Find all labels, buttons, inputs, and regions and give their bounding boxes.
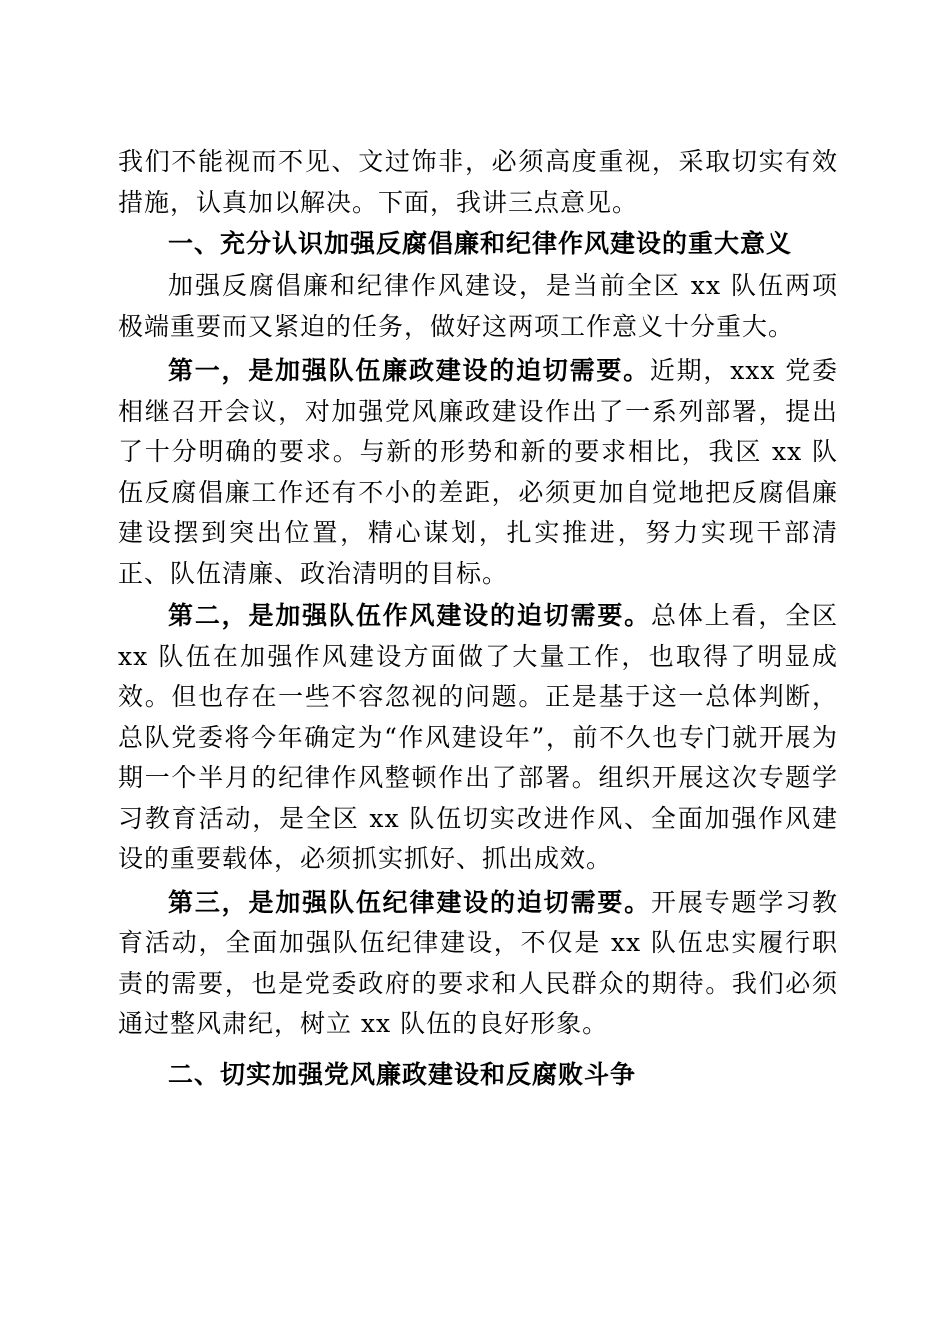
paragraph-point-1 — [118, 351, 838, 594]
section-heading-2: 二、切实加强党风廉政建设和反腐败斗争 — [168, 1059, 637, 1089]
point-3-lead: 第三，是加强队伍纪律建设的迫切需要。 — [168, 887, 651, 917]
point-1-body: 近期，xxx 党委相继召开会议，对加强党风廉政建设作出了一系列部署，提出了十分明确的要求。与新的形势和新的要求相比，我区 xx 队伍反腐倡廉工作还有不小的差距，必须更加自觉地把反腐倡廉建设摆到突出位置，精心谋划，扎实推进，努力实现干部清正、队伍清廉、政治清明的目标。 — [118, 356, 838, 588]
document-body — [118, 142, 838, 1097]
paragraph-continuation: 我们不能视而不见、文过饰非，必须高度重视，采取切实有效措施，认真加以解决。下面，我讲三点意见。 — [118, 147, 838, 217]
paragraph-point-3 — [118, 883, 838, 1045]
point-3-body: 开展专题学习教育活动，全面加强队伍纪律建设，不仅是 xx 队伍忠实履行职责的需要，也是党委政府的要求和人民群众的期待。我们必须通过整风肃纪，树立 xx 队伍的良好形象。 — [118, 887, 838, 1038]
point-2-body: 总体上看，全区 xx 队伍在加强作风建设方面做了大量工作，也取得了明显成效。但也存在一些不容忽视的问题。正是基于这一总体判断，总队党委将今年确定为“作风建设年”，前不久也专门就开展为期一个半月的纪律作风整顿作出了部署。组织开展这次专题学习教育活动，是全区 xx 队伍切实改进作风、全面加强作风建设的重要载体，必须抓实抓好、抓出成效。 — [118, 601, 838, 873]
paragraph-intro: 加强反腐倡廉和纪律作风建设，是当前全区 xx 队伍两项极端重要而又紧迫的任务，做好这两项工作意义十分重大。 — [118, 271, 838, 341]
section-heading-1: 一、充分认识加强反腐倡廉和纪律作风建设的重大意义 — [168, 229, 793, 258]
paragraph-point-2 — [118, 596, 838, 880]
point-1-lead: 第一，是加强队伍廉政建设的迫切需要。 — [168, 356, 650, 385]
point-2-lead: 第二，是加强队伍作风建设的迫切需要。 — [168, 601, 651, 630]
